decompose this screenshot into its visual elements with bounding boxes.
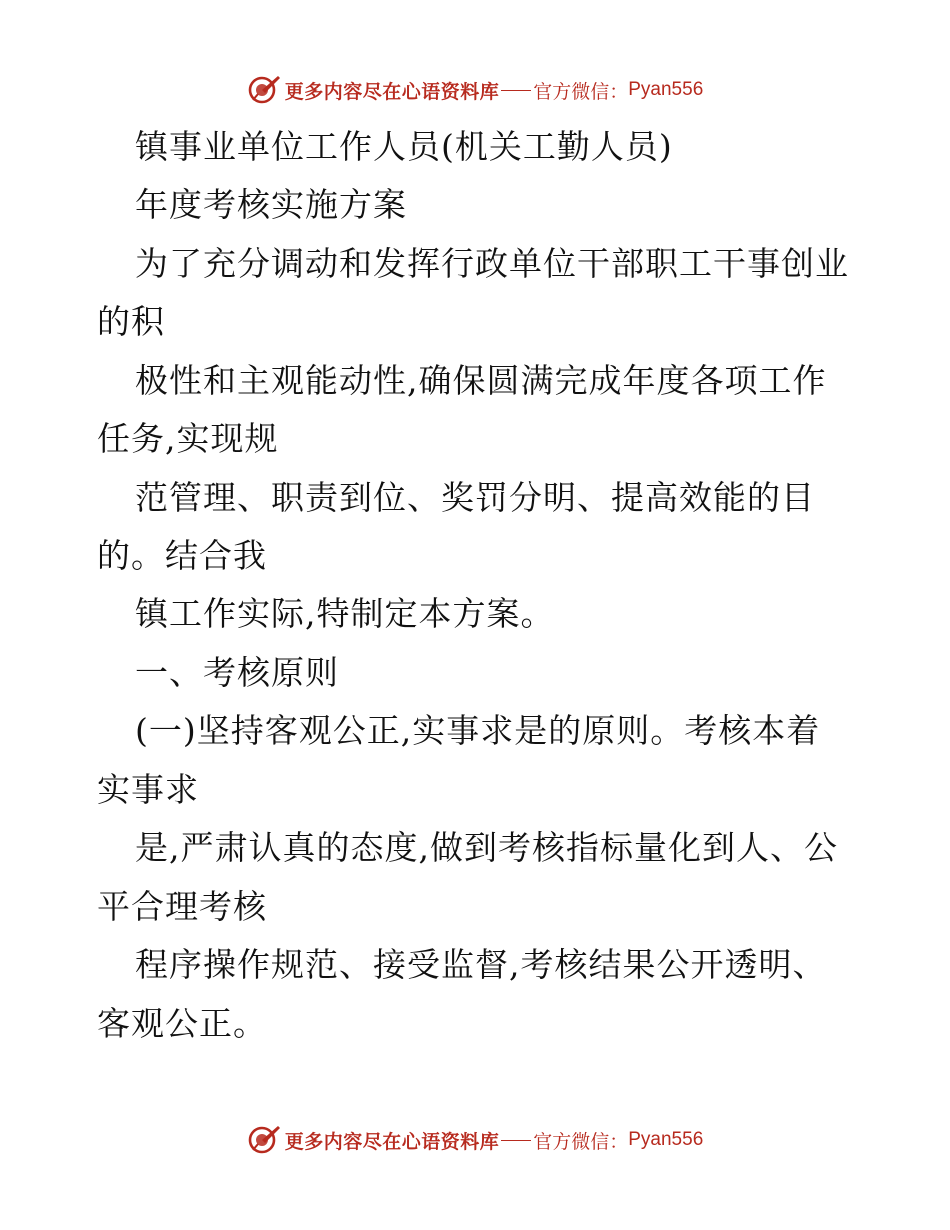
banner-slogan: 更多内容尽在心语资料库 <box>284 1130 500 1153</box>
banner-wechat-label: 官方微信： <box>533 80 629 103</box>
doc-section-heading: 一、考核原则 <box>135 653 339 692</box>
doc-paragraph-line: 是,严肃认真的态度,做到考核指标量化到人、公 <box>135 828 838 867</box>
doc-title-line-2: 年度考核实施方案 <box>135 185 407 224</box>
banner-wechat-id: Pyan556 <box>628 1129 704 1150</box>
banner-wechat-label: 官方微信： <box>533 1130 629 1153</box>
banner-divider <box>501 90 531 91</box>
doc-paragraph-line: 的积 <box>97 302 165 341</box>
doc-paragraph-line: 程序操作规范、接受监督,考核结果公开透明、 <box>135 945 827 984</box>
doc-paragraph-line: 任务,实现规 <box>97 419 279 458</box>
pen-logo-icon <box>247 1123 281 1157</box>
doc-paragraph-line: 的。结合我 <box>97 536 267 575</box>
banner-slogan: 更多内容尽在心语资料库 <box>284 80 500 103</box>
banner-divider <box>501 1140 531 1141</box>
doc-paragraph-line: 平合理考核 <box>97 887 267 926</box>
doc-paragraph-line: (一)坚持客观公正,实事求是的原则。考核本着 <box>135 711 821 750</box>
doc-paragraph-line: 范管理、职责到位、奖罚分明、提高效能的目 <box>135 478 815 517</box>
doc-paragraph-line: 镇工作实际,特制定本方案。 <box>135 594 555 633</box>
header-watermark-banner <box>0 70 950 110</box>
doc-paragraph-line: 极性和主观能动性,确保圆满完成年度各项工作 <box>135 361 827 400</box>
doc-paragraph-line: 为了充分调动和发挥行政单位干部职工干事创业 <box>135 244 849 283</box>
doc-title-line-1: 镇事业单位工作人员(机关工勤人员) <box>135 127 673 166</box>
footer-watermark-banner <box>0 1120 950 1160</box>
doc-paragraph-line: 客观公正。 <box>97 1004 267 1043</box>
pen-logo-icon <box>247 73 281 107</box>
doc-paragraph-line: 实事求 <box>97 770 199 809</box>
banner-wechat-id: Pyan556 <box>628 79 704 100</box>
